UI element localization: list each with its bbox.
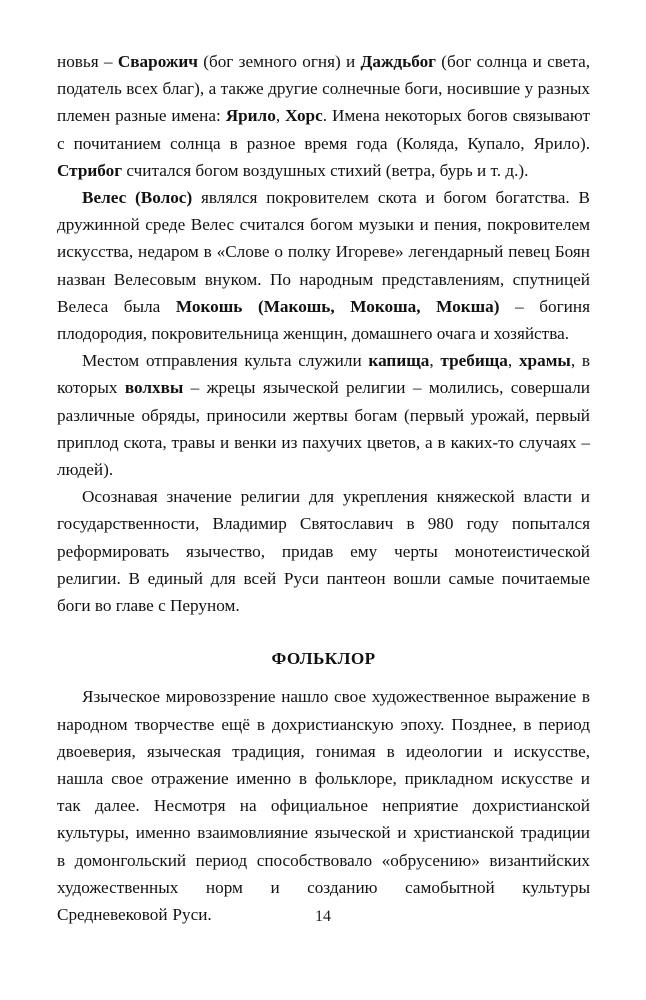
emphasized-term: Стрибог [57, 160, 123, 180]
text-run: , в которых [57, 351, 591, 398]
text-run: , [275, 106, 286, 126]
emphasized-term: храмы [518, 351, 571, 371]
emphasized-term: Ярило [225, 106, 276, 126]
text-run: , [429, 351, 441, 371]
emphasized-term: Хорс [285, 106, 323, 126]
paragraph-cult-places [57, 347, 590, 483]
text-run: Местом отправления культа служили [82, 351, 369, 371]
section-heading-folklore: ФОЛЬКЛОР [271, 649, 376, 669]
paragraph-gods-continued [57, 48, 590, 184]
text-run: новья – [57, 52, 118, 71]
emphasized-term: Сварожич [117, 52, 198, 71]
paragraph-folklore [57, 683, 590, 928]
text-run: (бог земного огня) и [197, 52, 361, 71]
emphasized-term: Велес (Волос) [82, 188, 193, 208]
paragraph-vladimir-reform [57, 483, 590, 619]
text-run: являлся покровителем скота и богом богатства. В дружинной среде Велес считался богом музыки и пения, покровителем искусства, недаром в «Слове о полку Игореве» легендарный певец Боян назван Велесовым внуком. По народным представлениям, спутницей Велеса была [57, 188, 590, 316]
emphasized-term: Мокошь (Макошь, Мокоша, Мокша) [175, 296, 500, 316]
emphasized-term: волхвы [124, 378, 184, 398]
paragraph-veles [57, 184, 590, 347]
text-run: – богиня плодородия, покровительница женщин, домашнего очага и хозяйства. [57, 296, 590, 344]
text-run: Осознавая значение религии для укрепления княжеской власти и государственности, Владимир Святославич в 980 году попытался реформировать язычество, придав ему черты монотеистической религии. В единый для всей Руси пантеон вошли самые почитаемые боги во главе с Перуном. [57, 487, 590, 616]
text-column [57, 48, 590, 928]
emphasized-term: Даждьбог [360, 52, 436, 71]
text-run: Языческое мировоззрение нашло свое художественное выражение в народном творчестве ещё в дохристианскую эпоху. Позднее, в период двоеверия, языческая традиция, гонимая в идеологии и искусстве, нашла свое отражение именно в фольклоре, прикладном искусстве и так далее. Несмотря на официальное неприятие дохристианской культуры, именно взаимовлияние языческой и христианской традиции в домонгольский период способствовало «обрусению» византийских художественных норм и созданию самобытной культуры Средневековой Руси. [57, 687, 590, 925]
text-run: считался богом воздушных стихий (ветра, бурь и т. д.). [122, 160, 529, 180]
text-run: – жрецы языческой религии – молились, совершали различные обряды, приносили жертвы богам (первый урожай, первый приплод скота, травы и венки из пахучих цветов, а в каких-то случаях – людей). [57, 378, 590, 480]
text-run: . Имена некоторых богов связывают с почитанием солнца в разное время года (Коляда, Купало, Ярило). [57, 106, 590, 153]
page-number: 14 [315, 908, 331, 925]
text-run: (бог солнца и света, податель всех благ), а также другие солнечные боги, носившие у разных племен разные имена: [57, 52, 590, 126]
text-run: , [507, 351, 519, 371]
emphasized-term: капища [368, 351, 430, 371]
emphasized-term: требища [440, 351, 508, 371]
